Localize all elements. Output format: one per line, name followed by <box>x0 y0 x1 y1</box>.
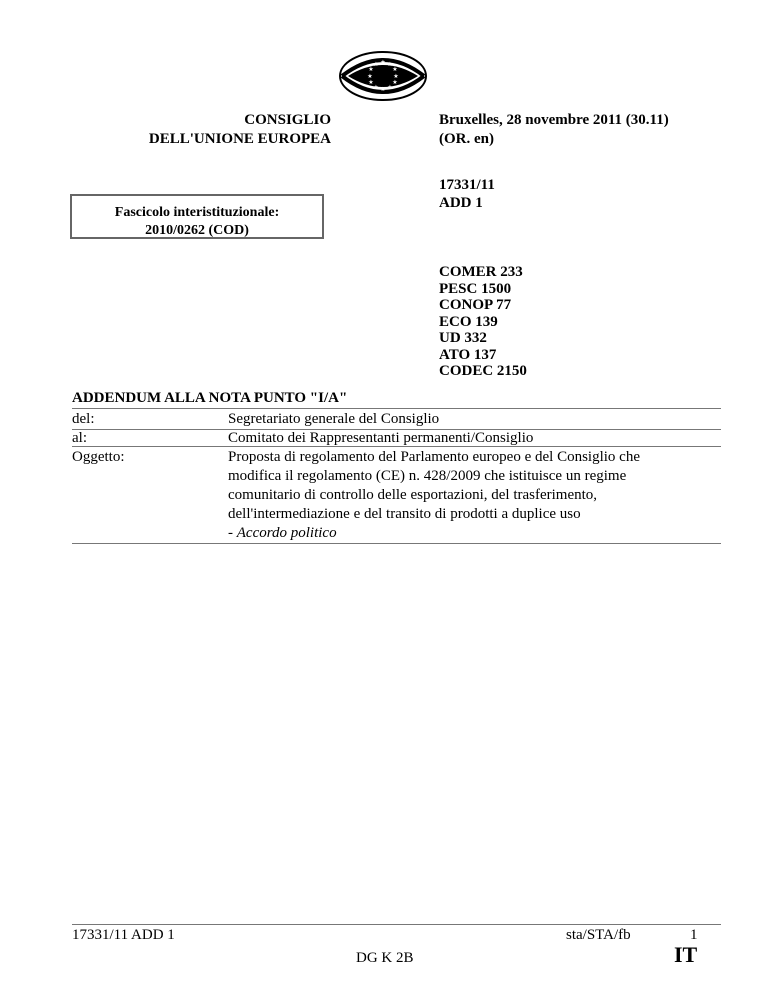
svg-text:★: ★ <box>392 79 398 86</box>
footer-page-number: 1 <box>690 927 698 943</box>
subject-line: comunitario di controllo delle esportazioni, del trasferimento, <box>228 487 598 503</box>
code-item: ECO 139 <box>439 313 498 330</box>
document-reference <box>439 176 495 212</box>
footer-initials: sta/STA/fb <box>566 927 631 943</box>
subject-line: Proposta di regolamento del Parlamento europeo e del Consiglio che <box>228 449 640 465</box>
svg-text:★: ★ <box>393 73 399 80</box>
date-block <box>439 111 669 149</box>
subject-line: modifica il regolamento (CE) n. 428/2009 che istituisce un regime <box>228 468 627 484</box>
subject-label: Oggetto: <box>72 449 125 465</box>
footer-doc-ref: 17331/11 ADD 1 <box>72 927 175 943</box>
org-line-1: CONSIGLIO <box>244 112 331 128</box>
footer-divider <box>72 924 721 925</box>
footer-dg: DG K 2B <box>356 950 414 966</box>
svg-text:★: ★ <box>368 66 374 73</box>
svg-text:★: ★ <box>387 61 393 68</box>
svg-text:★: ★ <box>373 84 379 91</box>
subject-dash: - <box>228 525 237 541</box>
svg-text:★: ★ <box>392 66 398 73</box>
to-value: Comitato dei Rappresentanti permanenti/Consiglio <box>228 430 534 446</box>
file-label: Fascicolo interistituzionale: <box>114 205 280 220</box>
divider <box>72 543 721 544</box>
svg-text:★: ★ <box>380 86 386 93</box>
interinstitutional-file-box <box>70 194 324 239</box>
from-value: Segretariato generale del Consiglio <box>228 411 440 427</box>
divider <box>72 446 721 447</box>
classification-codes <box>439 264 527 380</box>
svg-text:★: ★ <box>373 61 379 68</box>
subject-status <box>228 524 708 543</box>
doc-add: ADD 1 <box>439 195 483 211</box>
from-label: del: <box>72 411 95 427</box>
svg-text:★: ★ <box>367 73 373 80</box>
eu-council-emblem-icon <box>338 50 428 102</box>
svg-text:★: ★ <box>380 59 386 66</box>
code-item: COMER 233 <box>439 264 523 280</box>
subject-value <box>228 448 708 543</box>
footer-language-code: IT <box>674 942 698 967</box>
original-language: (OR. en) <box>439 131 494 147</box>
subject-line: dell'intermediazione e del transito di prodotti a duplice uso <box>228 506 581 522</box>
date-line: Bruxelles, 28 novembre 2011 (30.11) <box>439 112 669 128</box>
org-line-2: DELL'UNIONE EUROPEA <box>148 131 331 147</box>
subject-status-text: Accordo politico <box>236 525 337 541</box>
council-logo <box>338 50 428 102</box>
code-item: ATO 137 <box>439 346 497 363</box>
to-label: al: <box>72 430 87 446</box>
code-item: CODEC 2150 <box>439 363 527 379</box>
note-title: ADDENDUM ALLA NOTA PUNTO "I/A" <box>72 390 348 406</box>
svg-text:★: ★ <box>368 79 374 86</box>
svg-text:★: ★ <box>387 84 393 91</box>
code-item: UD 332 <box>439 330 487 346</box>
file-number: 2010/0262 (COD) <box>145 223 249 238</box>
code-item: CONOP 77 <box>439 297 512 313</box>
organization-name <box>149 111 331 149</box>
doc-number: 17331/11 <box>439 177 495 193</box>
divider <box>72 408 721 409</box>
code-item: PESC 1500 <box>439 280 512 297</box>
